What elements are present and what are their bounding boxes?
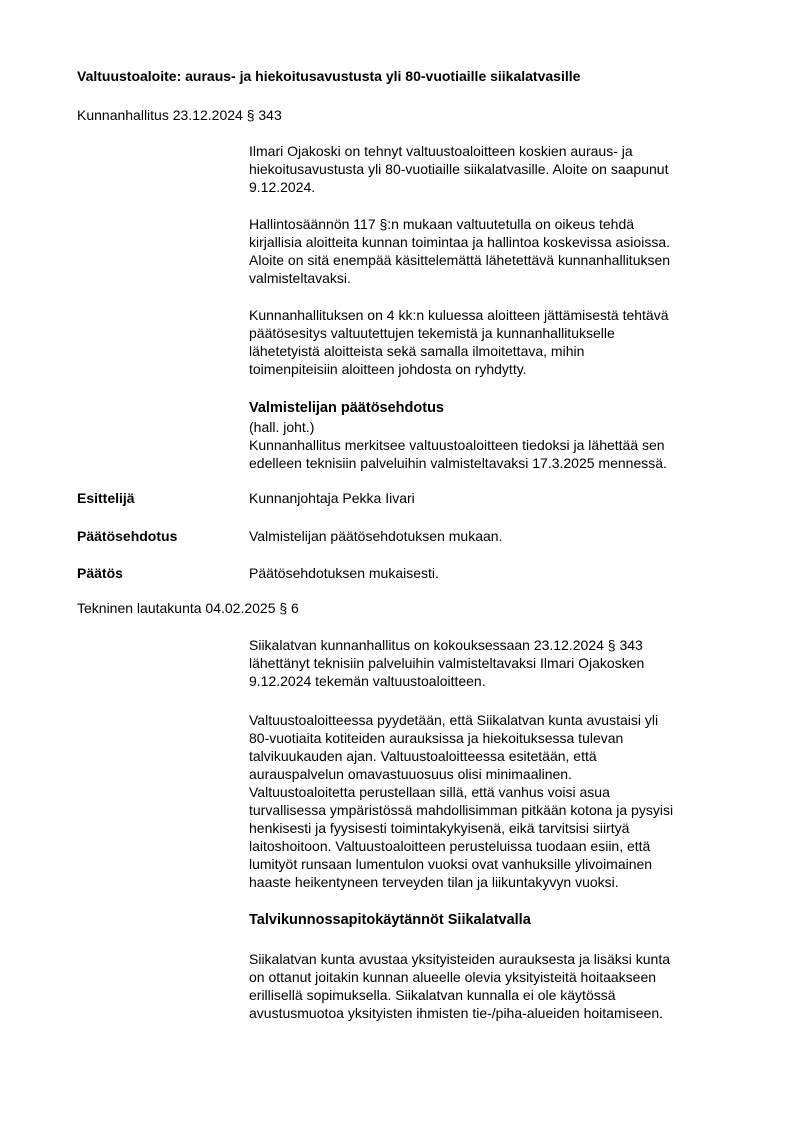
text-line: talvikuukauden ajan. Valtuustoaloitteessa esitetään, että [249, 748, 597, 764]
decision-label: Päätös [77, 565, 123, 581]
text-line: henkisesti ja fyysisesti toimintakykyisenä, eikä tarvitsisi siirtyä [249, 820, 630, 836]
text-line: 80-vuotiaita kotiteiden aurauksissa ja hiekoituksessa tulevan [249, 730, 624, 746]
text-line: Ilmari Ojakoski on tehnyt valtuustoaloitteen koskien auraus- ja [249, 143, 633, 159]
text-line: Siikalatvan kunnanhallitus on kokouksessaan 23.12.2024 § 343 [249, 637, 643, 653]
text-line: avustusmuotoa yksityisten ihmisten tie-/piha-alueiden hoitamiseen. [249, 1005, 663, 1021]
presenter-value: Kunnanjohtaja Pekka Iivari [249, 490, 415, 506]
paragraph-initiative-content [249, 711, 749, 891]
document-title: Valtuustoaloite: auraus- ja hiekoitusavustusta yli 80-vuotiaille siikalatvasille [77, 68, 581, 84]
text-line: lumityöt runsaan lumentulon vuoksi ovat vanhuksille ylivoimainen [249, 856, 653, 872]
text-line: Hallintosäännön 117 §:n mukaan valtuutetulla on oikeus tehdä [249, 216, 635, 232]
paragraph-deadline [249, 306, 749, 378]
text-line: edelleen teknisiin palveluihin valmisteltavaksi 17.3.2025 mennessä. [249, 455, 667, 471]
proposal-heading: Valmistelijan päätösehdotus [249, 400, 444, 416]
text-line: toimenpiteisiin aloitteen johdosta on ryhdytty. [249, 361, 527, 377]
text-line: Aloite on sitä enempää käsittelemättä lähetettävä kunnanhallituksen [249, 252, 671, 268]
decision-value: Päätösehdotuksen mukaisesti. [249, 565, 439, 581]
text-line: Kunnanhallitus merkitsee valtuustoaloitteen tiedoksi ja lähettää sen [249, 437, 665, 453]
text-line: Valtuustoaloitetta perustellaan sillä, että vanhus voisi asua [249, 784, 610, 800]
text-line: erillisellä sopimuksella. Siikalatvan kunnalla ei ole käytössä [249, 987, 616, 1003]
draft-decision-value: Valmistelijan päätösehdotuksen mukaan. [249, 528, 503, 544]
section-heading-kunnanhallitus: Kunnanhallitus 23.12.2024 § 343 [77, 107, 282, 123]
text-line: kirjallisia aloitteita kunnan toimintaa ja hallintoa koskevissa asioissa. [249, 234, 670, 250]
text-line: laitoshoitoon. Valtuustoaloitteen perusteluissa tuodaan esiin, että [249, 838, 651, 854]
text-line: turvallisessa ympäristössä mahdollisimman pitkään kotona ja pysyisi [249, 802, 674, 818]
text-line: 9.12.2024 tekemän valtuustoaloitteen. [249, 673, 486, 689]
text-line: 9.12.2024. [249, 179, 316, 195]
text-line: lähettänyt teknisiin palveluihin valmisteltavaksi Ilmari Ojakosken [249, 655, 645, 671]
paragraph-winter-maintenance [249, 950, 749, 1022]
text-line: aurauspalvelun omavastuuosuus olisi minimaalinen. [249, 766, 572, 782]
draft-decision-label: Päätösehdotus [77, 528, 178, 544]
text-line: Siikalatvan kunta avustaa yksityisteiden aurauksesta ja lisäksi kunta [249, 951, 670, 967]
text-line: (hall. joht.) [249, 419, 315, 435]
text-line: päätösesitys valtuutettujen tekemistä ja kunnanhallitukselle [249, 325, 615, 341]
paragraph-administrative-rule [249, 215, 749, 287]
text-line: haaste heikentyneen terveyden tilan ja liikuntakyvyn vuoksi. [249, 874, 619, 890]
text-line: Kunnanhallituksen on 4 kk:n kuluessa aloitteen jättämisestä tehtävä [249, 307, 669, 323]
section-heading-tekninen-lautakunta: Tekninen lautakunta 04.02.2025 § 6 [77, 600, 299, 616]
paragraph-referral [249, 636, 749, 690]
presenter-label: Esittelijä [77, 490, 135, 506]
text-line: valmisteltavaksi. [249, 270, 351, 286]
text-line: hiekoitusavustusta yli 80-vuotiaille siikalatvasille. Aloite on saapunut [249, 161, 669, 177]
paragraph-proposal [249, 418, 749, 472]
text-line: Valtuustoaloitteessa pyydetään, että Siikalatvan kunta avustaisi yli [249, 712, 659, 728]
winter-maintenance-heading: Talvikunnossapitokäytännöt Siikalatvalla [249, 912, 531, 928]
text-line: lähetetyistä aloitteista sekä samalla ilmoitettava, mihin [249, 343, 585, 359]
paragraph-initiative-intro [249, 142, 749, 196]
text-line: on ottanut joitakin kunnan alueelle olevia yksityisteitä hoitaakseen [249, 969, 657, 985]
